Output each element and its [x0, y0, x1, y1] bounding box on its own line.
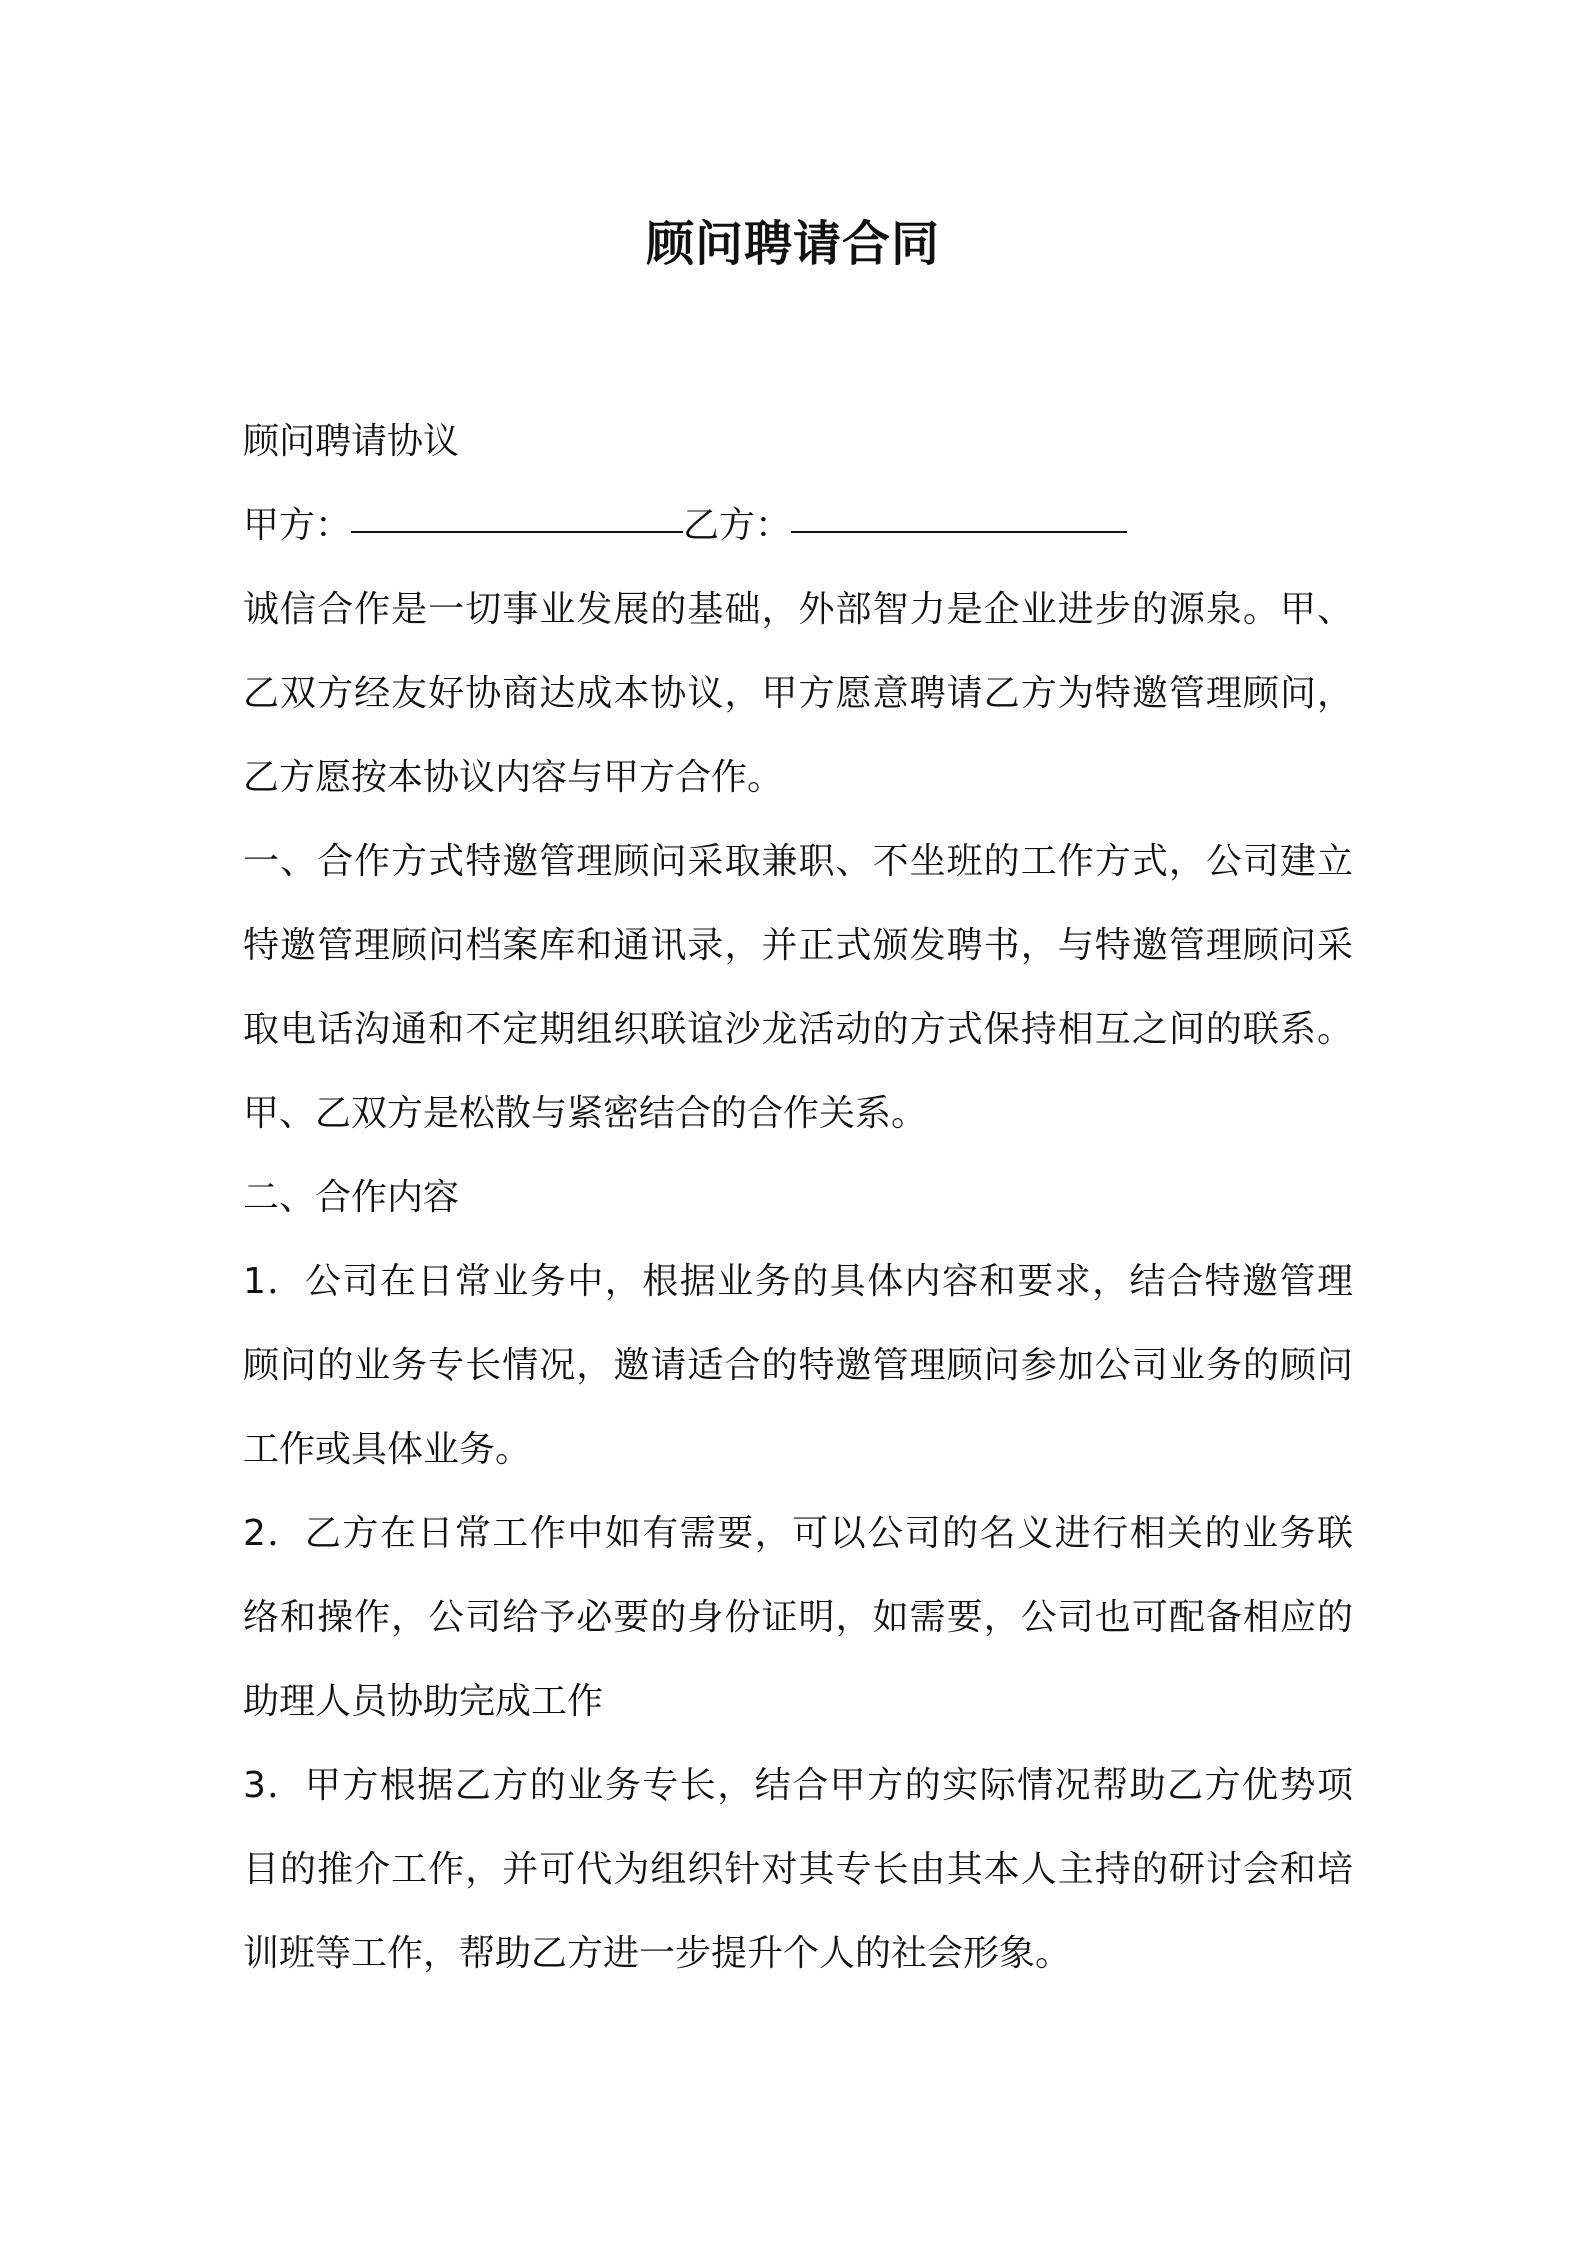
paragraph-line: 工作或具体业务。 — [243, 1429, 532, 1470]
paragraph-line: 乙双方经友好协商达成本协议，甲方愿意聘请乙方为特邀管理顾问， — [243, 673, 1353, 714]
intro-paragraph — [243, 568, 1353, 820]
paragraph-line: 诚信合作是一切事业发展的基础，外部智力是企业进步的源泉。甲、 — [243, 589, 1353, 630]
paragraph-line: 2．乙方在日常工作中如有需要，可以公司的名义进行相关的业务联 — [243, 1513, 1353, 1554]
paragraph-line: 助理人员协助完成工作 — [243, 1681, 604, 1722]
agreement-subtitle: 顾问聘请协议 — [243, 421, 460, 462]
section-2-heading: 二、合作内容 — [243, 1177, 460, 1218]
paragraph-line: 一、合作方式特邀管理顾问采取兼职、不坐班的工作方式，公司建立 — [243, 841, 1353, 882]
item-3-paragraph — [243, 1744, 1353, 1996]
paragraph-line: 1．公司在日常业务中，根据业务的具体内容和要求，结合特邀管理 — [243, 1261, 1353, 1302]
item-1-paragraph — [243, 1240, 1353, 1492]
item-2-paragraph — [243, 1492, 1353, 1744]
paragraph-line: 训班等工作，帮助乙方进一步提升个人的社会形象。 — [243, 1933, 1072, 1974]
paragraph-line: 乙方愿按本协议内容与甲方合作。 — [243, 757, 784, 798]
party-a-blank-field — [351, 487, 683, 533]
party-b-label: 乙方： — [683, 505, 792, 546]
paragraph-line: 络和操作，公司给予必要的身份证明，如需要，公司也可配备相应的 — [243, 1597, 1353, 1638]
document-title: 顾问聘请合同 — [645, 216, 940, 272]
paragraph-line: 甲、乙双方是松散与紧密结合的合作关系。 — [243, 1093, 928, 1134]
paragraph-line: 目的推介工作，并可代为组织针对其专长由其本人主持的研讨会和培 — [243, 1849, 1353, 1890]
paragraph-line: 顾问的业务专长情况，邀请适合的特邀管理顾问参加公司业务的顾问 — [243, 1345, 1353, 1386]
party-b-blank-field — [791, 487, 1127, 533]
party-line — [243, 484, 1353, 568]
section-1-paragraph — [243, 820, 1353, 1156]
paragraph-line: 特邀管理顾问档案库和通讯录，并正式颁发聘书，与特邀管理顾问采 — [243, 925, 1353, 966]
paragraph-line: 取电话沟通和不定期组织联谊沙龙活动的方式保持相互之间的联系。 — [243, 1009, 1353, 1050]
paragraph-line: 3．甲方根据乙方的业务专长，结合甲方的实际情况帮助乙方优势项 — [243, 1765, 1353, 1806]
party-a-label: 甲方： — [243, 505, 352, 546]
document-body — [243, 400, 1353, 1996]
